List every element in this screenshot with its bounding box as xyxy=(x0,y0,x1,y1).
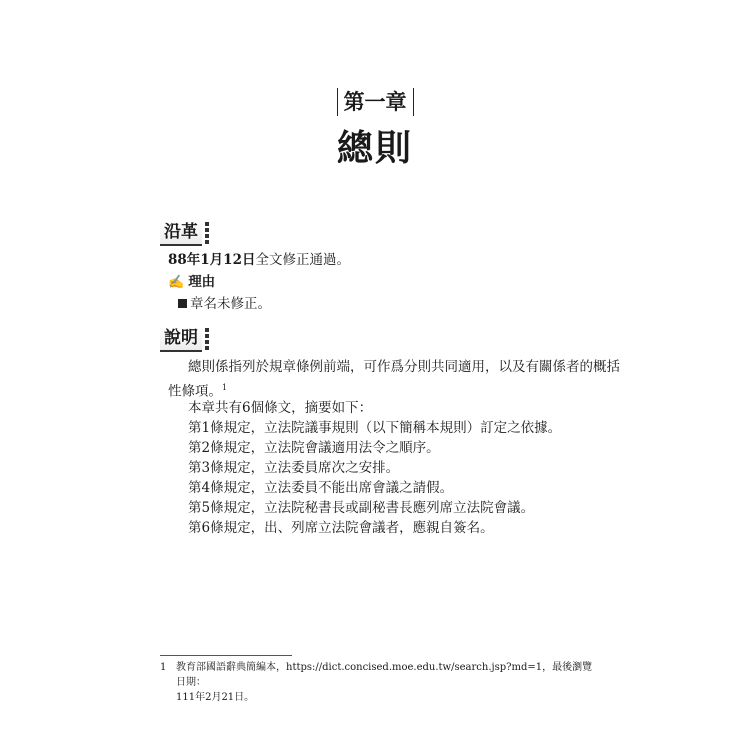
article-summary-2: 第2條規定，立法院會議適用法令之順序。 xyxy=(188,440,440,456)
footnote-text xyxy=(176,660,596,705)
history-date: 88年1月12日 xyxy=(168,252,256,268)
heading-dots-icon xyxy=(205,328,209,350)
square-bullet-icon xyxy=(178,299,187,308)
footnote-line-2: 111年2月21日。 xyxy=(176,692,255,703)
explanation-paragraph-text: 性條項。 xyxy=(168,383,222,400)
reason-label: 理由 xyxy=(188,274,216,290)
history-heading-label: 沿革 xyxy=(160,220,202,246)
reason-item xyxy=(178,295,271,313)
explanation-paragraph-line2 xyxy=(168,379,227,401)
chapter-number: 第一章 xyxy=(337,88,414,116)
footnote-reference[interactable]: 1 xyxy=(222,383,228,392)
history-date-line xyxy=(168,251,350,269)
summary-intro: 本章共有6個條文，摘要如下： xyxy=(188,400,373,416)
article-summary-5: 第5條規定，立法院秘書長或副秘書長應列席立法院會議。 xyxy=(188,500,535,516)
explanation-heading-label: 說明 xyxy=(160,326,202,352)
footnote-divider xyxy=(160,655,292,656)
footnote-number: 1 xyxy=(160,662,167,673)
chapter-label xyxy=(0,88,750,116)
history-heading xyxy=(160,220,209,246)
pencil-icon: ✍ xyxy=(168,275,185,290)
heading-dots-icon xyxy=(205,222,209,244)
explanation-heading xyxy=(160,326,209,352)
reason-line xyxy=(168,273,215,292)
history-date-text: 全文修正通過。 xyxy=(255,252,350,268)
article-summary-3: 第3條規定，立法委員席次之安排。 xyxy=(188,460,400,476)
chapter-title: 總則 xyxy=(336,128,413,169)
article-summary-6: 第6條規定，出、列席立法院會議者，應親自簽名。 xyxy=(188,520,494,536)
explanation-paragraph-line1: 總則係指列於規章條例前端，可作爲分則共同適用，以及有關係者的概括 xyxy=(188,359,620,375)
article-summary-4: 第4條規定，立法委員不能出席會議之請假。 xyxy=(188,480,454,496)
reason-item-text: 章名未修正。 xyxy=(190,296,271,312)
footnote-line-1: 教育部國語辭典簡編本，https://dict.concised.moe.edu.tw/search.jsp?md=1，最後瀏覽日期： xyxy=(176,662,593,688)
article-summary-1: 第1條規定，立法院議事規則（以下簡稱本規則）訂定之依據。 xyxy=(188,420,562,436)
